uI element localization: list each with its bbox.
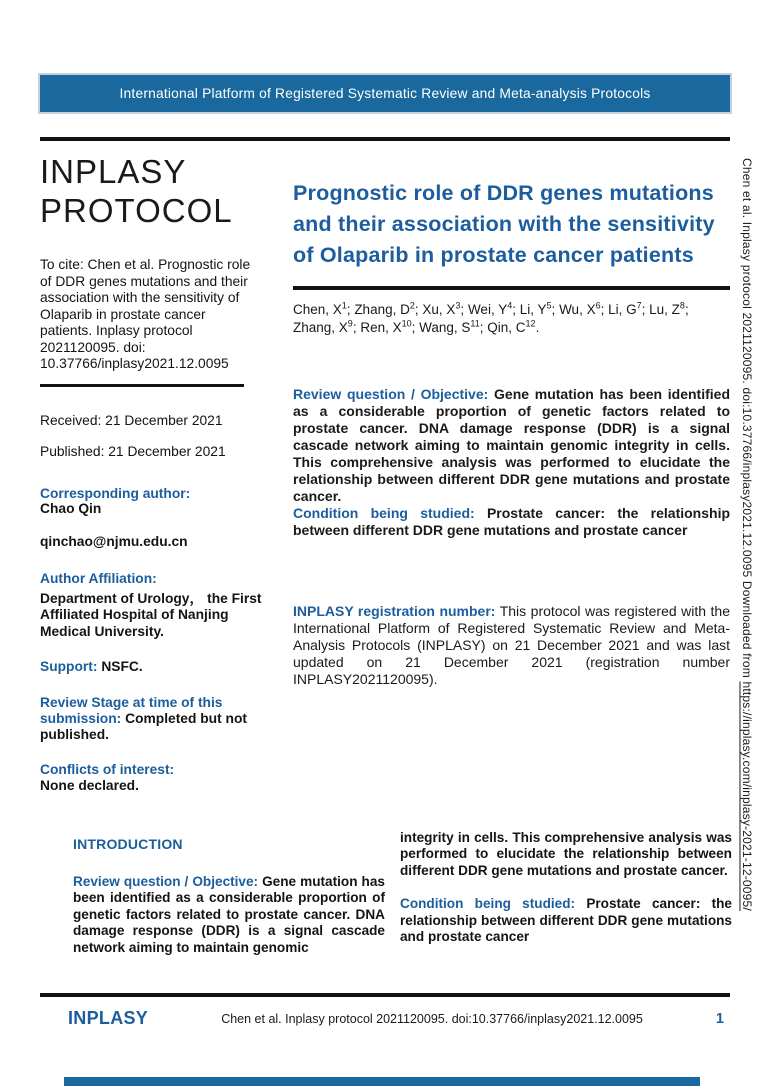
sidebar-citation-link[interactable]: https://inplasy.com/inplasy-2021-12-0095/ <box>740 681 754 911</box>
introduction-review-text: Gene mutation has been identified as a considerable proportion of genetic factors related to prostate cancer. DNA damage response (DDR) is a signal cascade network aiming to maintain genomic <box>73 874 385 955</box>
introduction-condition-text: Prostate cancer: the relationship between different DDR gene mutations and prostate cancer <box>400 896 732 945</box>
masthead-line2: PROTOCOL <box>40 192 233 229</box>
journal-banner-text: International Platform of Registered Systematic Review and Meta-analysis Protocols <box>119 86 651 101</box>
masthead <box>40 152 264 230</box>
journal-banner <box>40 75 730 112</box>
introduction-left-column <box>73 836 385 956</box>
footer-logo: INPLASY <box>68 1008 149 1028</box>
author-line: Chen, $X^1$; Zhang, $D^2$; Xu, $X^3$; Wei, $Y^4$; Li, $Y^5$; Wu, $X^6$; Li, $G^7$; Lu, $Z^8$; Zhang, $X^9$; Ren, $X^{10}$; Wang, $S^{11}$; Qin, $C^{12}$. <box>293 300 689 335</box>
corresponding-author-name: Chao Qin <box>40 501 102 517</box>
published-date: Published: 21 December 2021 <box>40 443 226 459</box>
introduction-condition-label: Condition being studied: <box>400 896 576 912</box>
conflicts-value: None declared. <box>40 778 139 794</box>
conflicts-label: Conflicts of interest: <box>40 762 175 778</box>
review-question-text: Gene mutation has been identified as a considerable proportion of genetic factors related to prostate cancer. DNA damage response (DDR) is a signal cascade network aiming to maintain genomic integrity in cells. This comprehensive analysis was performed to elucidate the relationship between different DDR gene mutations and prostate cancer. <box>293 385 731 504</box>
registration-label: INPLASY registration number: <box>293 602 496 619</box>
registration-paragraph <box>293 603 730 688</box>
article-title: Prognostic role of DDR genes mutations and their association with the sensitivity of Olaparib in prostate cancer patients <box>293 181 715 267</box>
top-divider <box>40 137 730 141</box>
authors-divider <box>293 286 730 290</box>
introduction-heading: INTRODUCTION <box>73 836 183 852</box>
introduction-condition-paragraph <box>400 896 732 945</box>
masthead-line1: INPLASY <box>40 153 187 190</box>
corresponding-author-label: Corresponding author: <box>40 485 191 501</box>
citation-divider <box>40 384 244 387</box>
review-question-paragraph <box>293 386 730 505</box>
introduction-right-column <box>400 830 732 945</box>
condition-paragraph <box>293 505 730 539</box>
sidebar-citation-text: Chen et al. Inplasy protocol 2021120095. doi:10.37766/inplasy2021.12.0095 Downloaded from <box>740 158 754 682</box>
introduction-review-label: Review question / Objective: <box>73 874 259 889</box>
citation-note: To cite: Chen et al. Prognostic role of DDR genes mutations and their association with the sensitivity of Olaparib in prostate cancer patients. Inplasy protocol 2021120095. doi: 10.37766/inplasy2021.12.0095 <box>40 257 251 371</box>
condition-text: Prostate cancer: the relationship between different DDR gene mutations and prostate cancer <box>293 504 731 538</box>
affiliation-block <box>40 571 264 640</box>
corresponding-author-block <box>40 486 264 518</box>
review-stage-label: Review Stage at time of this submission: <box>40 694 223 726</box>
footer-divider <box>40 993 730 997</box>
sidebar-citation <box>740 158 754 1083</box>
corresponding-author-email[interactable]: qinchao@njmu.edu.cn <box>40 534 188 550</box>
review-question-label: Review question / Objective: <box>293 385 489 402</box>
received-date: Received: 21 December 2021 <box>40 412 223 428</box>
conflicts-block <box>40 762 264 794</box>
article-panel <box>293 178 730 688</box>
condition-label: Condition being studied: <box>293 504 475 521</box>
affiliation-label: Author Affiliation: <box>40 570 157 586</box>
review-stage-block <box>40 695 264 742</box>
left-panel <box>40 152 264 794</box>
introduction-review-paragraph <box>73 874 385 956</box>
review-stage-value: Completed but not published. <box>40 710 247 742</box>
support-label: Support: <box>40 659 98 675</box>
support-block <box>40 659 264 675</box>
footer <box>40 1008 730 1029</box>
affiliation-text: Department of Urology， the First Affiliated Hospital of Nanjing Medical University. <box>40 590 262 639</box>
introduction-continuation-text: integrity in cells. This comprehensive analysis was performed to elucidate the relationship between different DDR gene mutations and prostate cancer. <box>400 830 732 878</box>
footer-citation: Chen et al. Inplasy protocol 2021120095. doi:10.37766/inplasy2021.12.0095 <box>221 1011 643 1026</box>
registration-text: This protocol was registered with the International Platform of Registered Systematic Review and Meta-Analysis Protocols (INPLASY) on 21 December 2021 and was last updated on 21 December 2021 (registration number INPLASY2021120095). <box>293 602 731 687</box>
page-number: 1 <box>715 1010 724 1027</box>
support-value: NSFC. <box>101 659 143 675</box>
next-page-banner-edge <box>64 1077 700 1086</box>
